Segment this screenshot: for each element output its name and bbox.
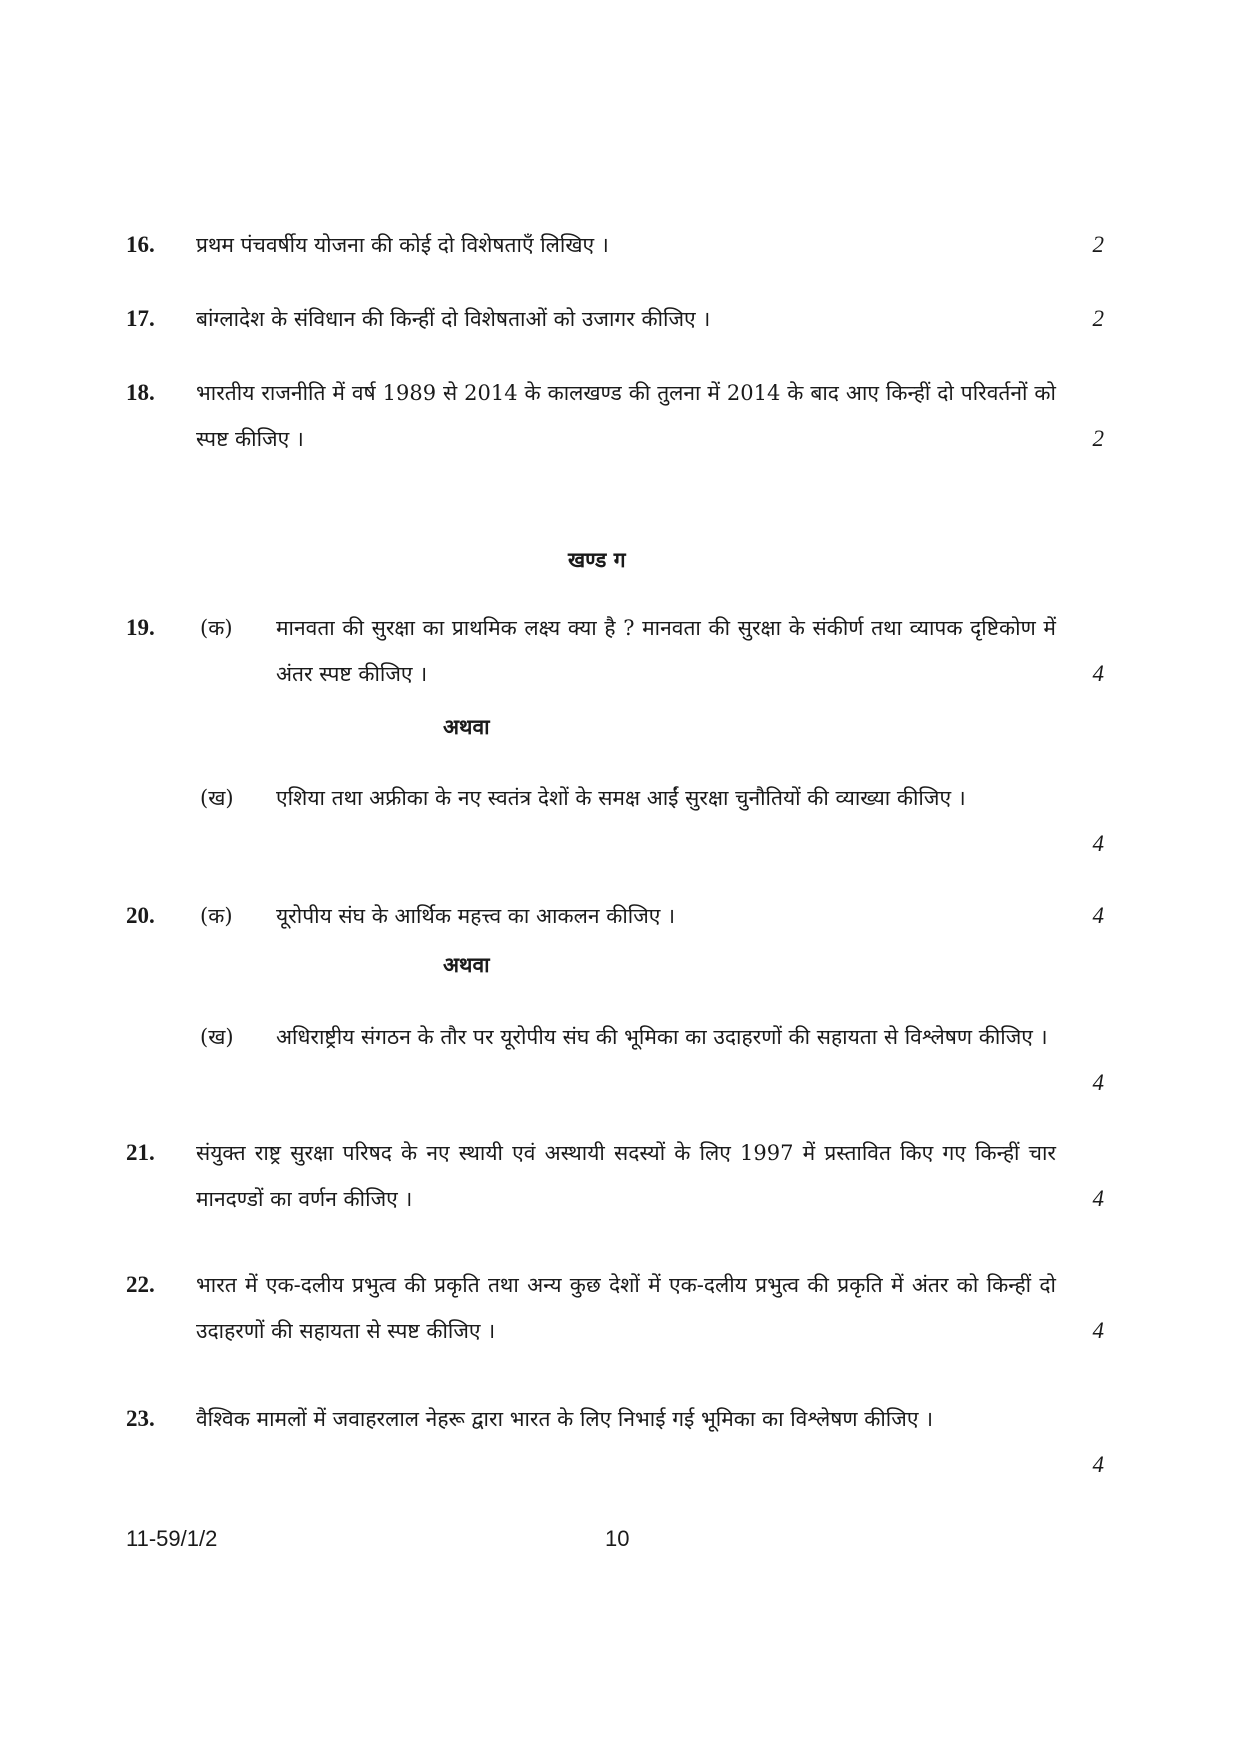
option-text: यूरोपीय संघ के आर्थिक महत्त्व का आकलन कीजिए । [276, 904, 676, 928]
question-number: 19. [126, 615, 155, 640]
option-label: (ख) [200, 786, 234, 810]
marks: 4 [1092, 1318, 1104, 1343]
question-number: 18. [126, 380, 155, 405]
marks: 2 [1092, 426, 1104, 451]
option-text: मानवता की सुरक्षा का प्राथमिक लक्ष्य क्या है ? मानवता की सुरक्षा के संकीर्ण तथा व्यापक दृष्टिकोण में अंतर स्पष्ट कीजिए । [276, 616, 1056, 686]
question-number: 22. [126, 1272, 155, 1297]
question-text: संयुक्त राष्ट्र सुरक्षा परिषद के नए स्थायी एवं अस्थायी सदस्यों के लिए 1997 में प्रस्तावित किए गए किन्हीं चार मानदण्डों का वर्णन कीजिए । [196, 1141, 1056, 1211]
question-text: प्रथम पंचवर्षीय योजना की कोई दो विशेषताएँ लिखिए । [196, 233, 609, 257]
option-label: (क) [200, 904, 233, 928]
question-23 [126, 1396, 1116, 1536]
page-number: 10 [605, 1526, 630, 1551]
option-label: (क) [200, 616, 233, 640]
marks: 4 [1092, 1070, 1104, 1095]
question-18 [126, 370, 1116, 510]
marks: 4 [1092, 661, 1104, 686]
question-number: 23. [126, 1406, 155, 1431]
option-text: एशिया तथा अफ्रीका के नए स्वतंत्र देशों के समक्ष आईं सुरक्षा चुनौतियों की व्याख्या कीजिए । [276, 786, 966, 810]
marks: 4 [1092, 1452, 1104, 1477]
or-label: अथवा [443, 714, 490, 739]
question-number: 21. [126, 1140, 155, 1165]
option-label: (ख) [200, 1025, 234, 1049]
question-text: भारतीय राजनीति में वर्ष 1989 से 2014 के कालखण्ड की तुलना में 2014 के बाद आए किन्हीं दो परिवर्तनों को स्पष्ट कीजिए । [196, 381, 1056, 451]
or-label: अथवा [443, 952, 490, 977]
marks: 4 [1092, 903, 1104, 928]
section-heading: खण्ड ग [568, 547, 626, 572]
question-21 [126, 1130, 1116, 1270]
question-22 [126, 1262, 1116, 1402]
paper-code: 11-59/1/2 [126, 1526, 218, 1551]
question-text: वैश्विक मामलों में जवाहरलाल नेहरू द्वारा भारत के लिए निभाई गई भूमिका का विश्लेषण कीजिए । [196, 1407, 934, 1431]
marks: 4 [1092, 1186, 1104, 1211]
question-text: भारत में एक-दलीय प्रभुत्व की प्रकृति तथा अन्य कुछ देशों में एक-दलीय प्रभुत्व की प्रकृति में अंतर को किन्हीं दो उदाहरणों की सहायता से स्पष्ट कीजिए । [196, 1273, 1056, 1343]
question-number: 20. [126, 903, 155, 928]
question-text: बांग्लादेश के संविधान की किन्हीं दो विशेषताओं को उजागर कीजिए । [196, 307, 711, 331]
question-20a [126, 893, 1116, 1033]
option-text: अधिराष्ट्रीय संगठन के तौर पर यूरोपीय संघ की भूमिका का उदाहरणों की सहायता से विश्लेषण कीजिए । [276, 1025, 1048, 1049]
question-19a [126, 605, 1116, 745]
marks: 2 [1092, 232, 1104, 257]
question-number: 16. [126, 232, 155, 257]
question-number: 17. [126, 306, 155, 331]
marks: 4 [1092, 831, 1104, 856]
marks: 2 [1092, 306, 1104, 331]
